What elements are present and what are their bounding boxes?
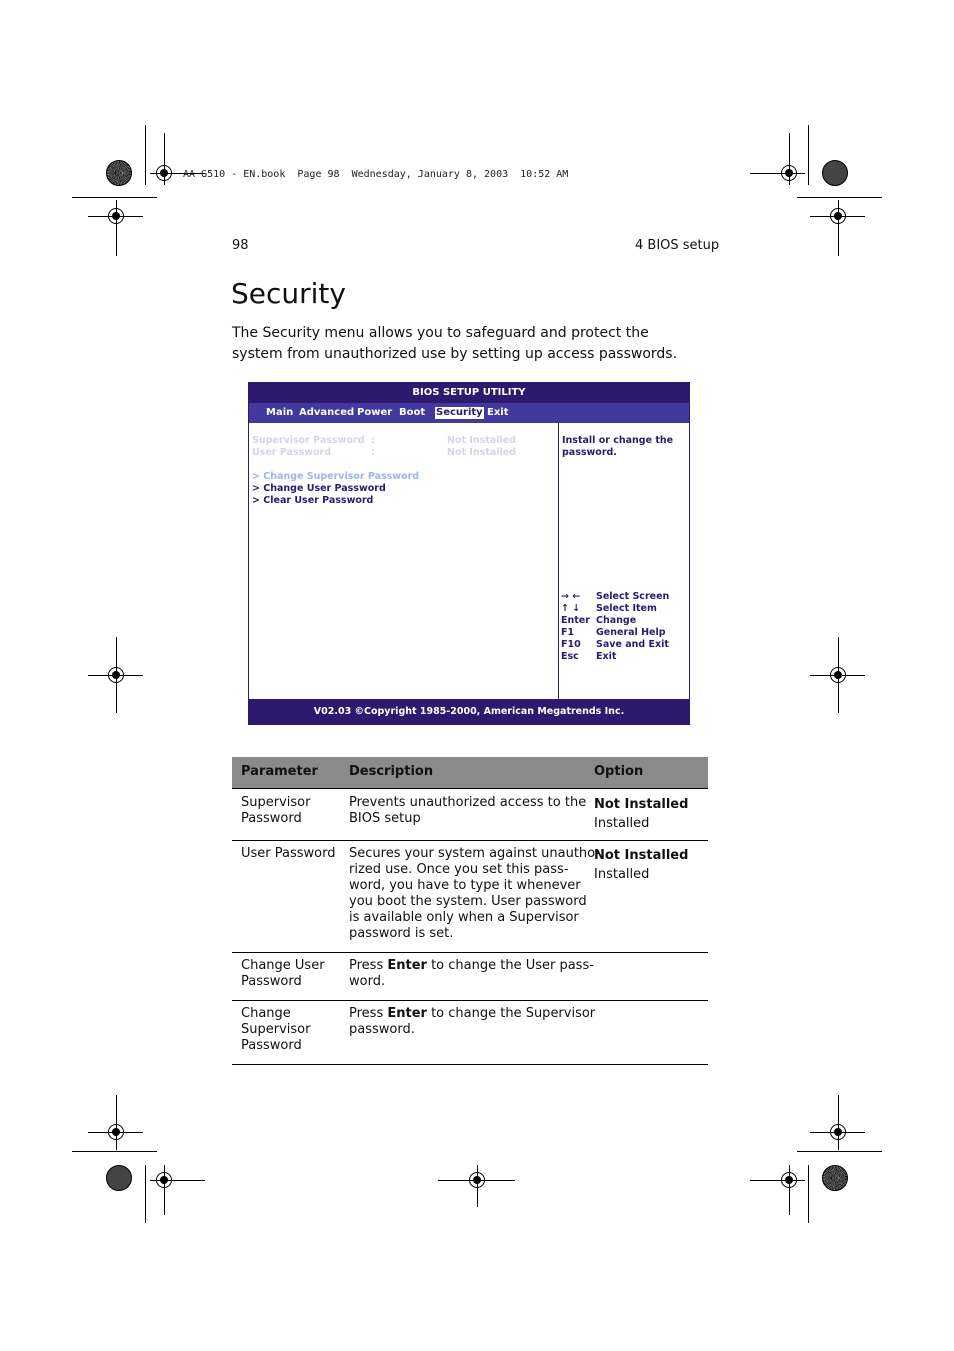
bios-tab-boot[interactable]: Boot — [399, 407, 426, 418]
color-target-icon — [106, 1165, 132, 1191]
param-cell: Change Supervisor Password — [241, 1006, 311, 1053]
param-cell: User Password — [241, 846, 336, 861]
key-name: Esc — [561, 651, 579, 662]
supervisor-password-label: Supervisor Password — [252, 435, 365, 446]
key-description: General Help — [596, 627, 666, 638]
registration-mark-icon — [830, 667, 846, 683]
arrow-left-right-icon: → ← — [561, 591, 581, 602]
change-supervisor-password-item[interactable]: > Change Supervisor Password — [252, 471, 420, 482]
bios-tab-main[interactable]: Main — [266, 407, 294, 418]
registration-mark-icon — [108, 667, 124, 683]
supervisor-password-status: Not Installed — [447, 435, 516, 446]
description-cell: Press Enter to change the Supervisor password. — [349, 1006, 596, 1037]
page-title: Security — [231, 277, 346, 310]
option-cell: Not Installed Installed — [594, 797, 689, 831]
key-description: Exit — [596, 651, 617, 662]
registration-mark-icon — [781, 165, 797, 181]
param-cell: Supervisor Password — [241, 795, 311, 826]
arrow-up-down-icon: ↑ ↓ — [561, 603, 581, 614]
description-cell: Press Enter to change the User pass- word. — [349, 958, 594, 989]
key-name: F1 — [561, 627, 575, 638]
bios-tab-security[interactable]: Security — [436, 407, 483, 418]
registration-mark-icon — [156, 165, 172, 181]
table-bottom-rule — [232, 1064, 708, 1065]
field-separator: : — [371, 447, 375, 458]
key-description: Save and Exit — [596, 639, 669, 650]
color-target-icon — [822, 1165, 848, 1191]
registration-mark-icon — [108, 1124, 124, 1140]
registration-mark-icon — [781, 1172, 797, 1188]
registration-mark-icon — [108, 208, 124, 224]
registration-mark-icon — [830, 208, 846, 224]
column-header-description: Description — [349, 764, 434, 779]
description-cell: Secures your system against unautho- rized use. Once you set this pass- word, you have to type it whenever you boot the system. User password is available only when a Supervisor password is set. — [349, 846, 601, 941]
user-password-status: Not Installed — [447, 447, 516, 458]
chapter-title: 4 BIOS setup — [635, 238, 720, 253]
row-divider — [232, 952, 708, 953]
bios-panel-divider — [558, 423, 559, 699]
registration-mark-icon — [156, 1172, 172, 1188]
bios-tab-exit[interactable]: Exit — [487, 407, 509, 418]
field-separator: : — [371, 435, 375, 446]
color-target-icon — [822, 160, 848, 186]
bios-tab-power[interactable]: Power — [357, 407, 393, 418]
bios-tab-advanced[interactable]: Advanced — [299, 407, 355, 418]
param-cell: Change User Password — [241, 958, 325, 989]
bios-title-bar: BIOS SETUP UTILITY — [249, 383, 689, 403]
row-divider — [232, 840, 708, 841]
user-password-label: User Password — [252, 447, 332, 458]
bios-copyright-bar: V02.03 ©Copyright 1985-2000, American Megatrends Inc. — [249, 699, 689, 724]
row-divider — [232, 1000, 708, 1001]
table-header — [232, 757, 708, 789]
key-description: Change — [596, 615, 637, 626]
key-name: Enter — [561, 615, 590, 626]
registration-mark-icon — [469, 1172, 485, 1188]
bios-menu-bar — [249, 403, 689, 423]
page-number: 98 — [232, 238, 249, 253]
key-description: Select Screen — [596, 591, 670, 602]
bios-screen — [248, 382, 690, 725]
column-header-parameter: Parameter — [241, 764, 318, 779]
intro-paragraph: The Security menu allows you to safeguard and protect the system from unauthorized use by setting up access passwords. — [232, 325, 678, 362]
description-cell: Prevents unauthorized access to the BIOS setup — [349, 795, 587, 826]
registration-mark-icon — [830, 1124, 846, 1140]
print-slug: AA G510 - EN.book Page 98 Wednesday, January 8, 2003 10:52 AM — [183, 169, 569, 180]
bios-help-text: Install or change the password. — [562, 435, 674, 458]
color-target-icon — [106, 160, 132, 186]
clear-user-password-item[interactable]: > Clear User Password — [252, 495, 374, 506]
change-user-password-item[interactable]: > Change User Password — [252, 483, 386, 494]
column-header-option: Option — [594, 764, 644, 779]
key-description: Select Item — [596, 603, 657, 614]
option-cell: Not Installed Installed — [594, 848, 689, 882]
key-name: F10 — [561, 639, 581, 650]
